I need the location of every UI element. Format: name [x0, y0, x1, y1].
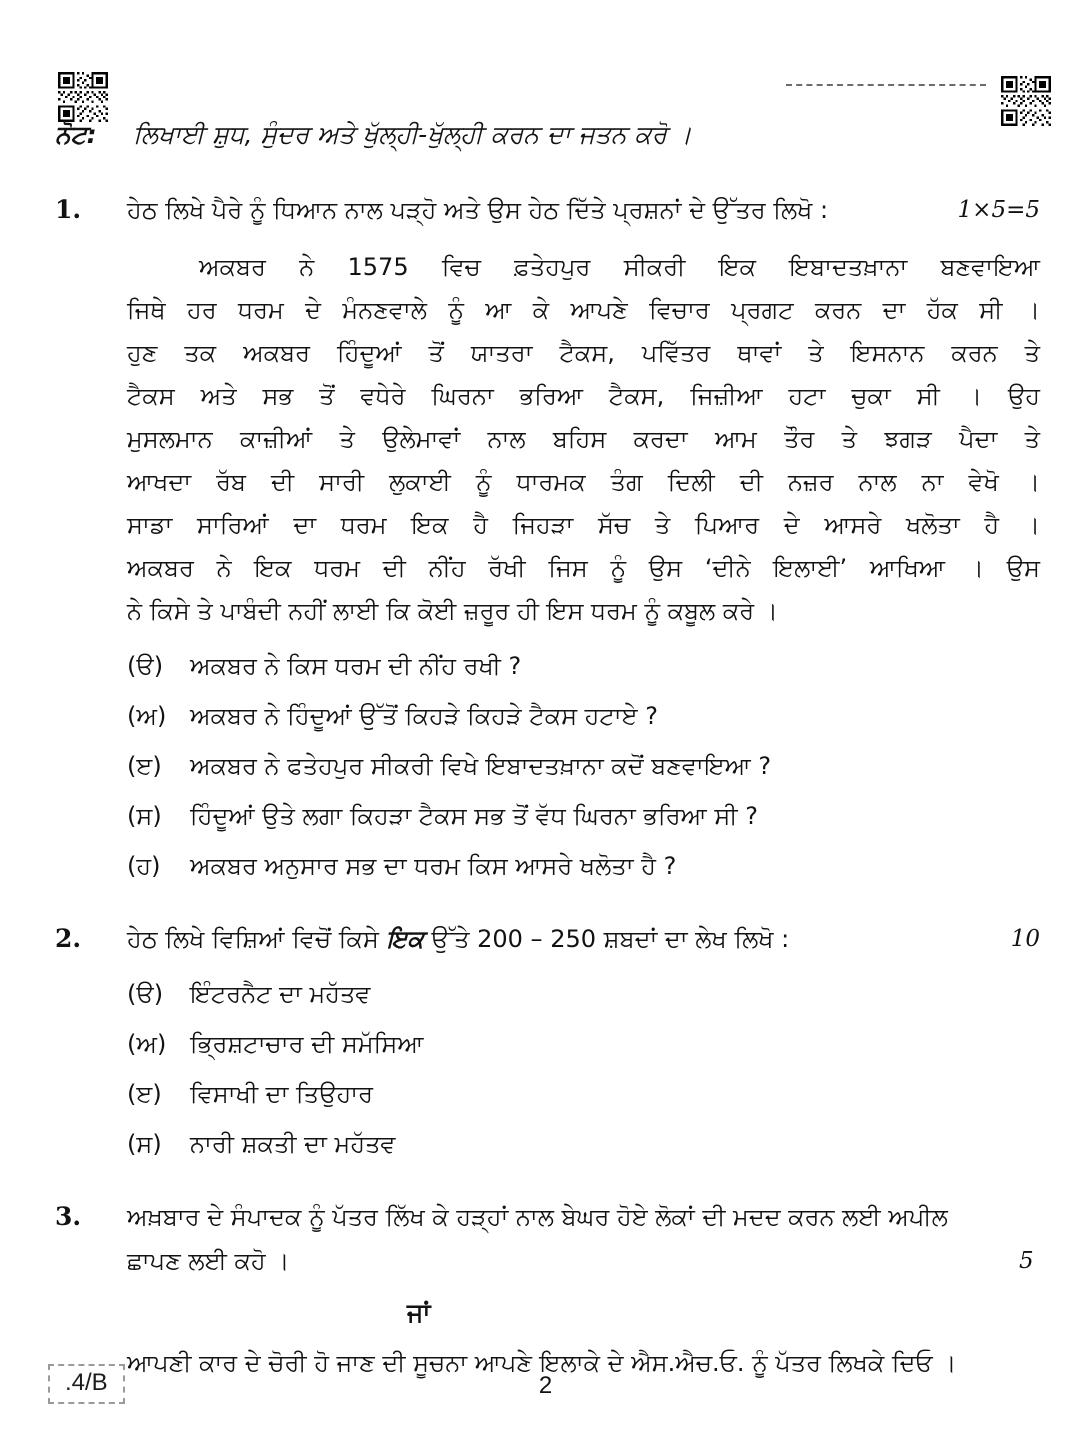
note-label: ਨੋਟ:	[55, 120, 97, 149]
subquestion	[127, 699, 1040, 733]
passage-line: ਟੈਕਸ ਅਤੇ ਸਭ ਤੋਂ ਵਧੇਰੇ ਘਿਰਨਾ ਭਰਿਆ ਟੈਕਸ, ਜਿਜ਼ੀਆ ਹਟਾ ਚੁਕਾ ਸੀ । ਉਹ	[127, 382, 1040, 410]
paper-code: .4/B	[65, 1369, 108, 1396]
question-1-text: ਹੇਠ ਲਿਖੇ ਪੈਰੇ ਨੂੰ ਧਿਆਨ ਨਾਲ ਪੜ੍ਹੋ ਅਤੇ ਉਸ ਹੇਠ ਦਿੱਤੇ ਪ੍ਰਸ਼ਨਾਂ ਦੇ ਉੱਤਰ ਲਿਖੋ :	[127, 196, 829, 224]
question-3-header	[55, 1195, 1040, 1283]
subquestion-text: ਅਕਬਰ ਨੇ ਕਿਸ ਧਰਮ ਦੀ ਨੀਂਹ ਰਖੀ ?	[190, 652, 522, 680]
paper-content	[55, 188, 1040, 1385]
passage-line: ਮੁਸਲਮਾਨ ਕਾਜ਼ੀਆਂ ਤੇ ਉਲੇਮਾਵਾਂ ਨਾਲ ਬਹਿਸ ਕਰਦਾ ਆਮ ਤੌਰ ਤੇ ਝਗੜ ਪੈਦਾ ਤੇ	[127, 425, 1040, 453]
subquestion-text: ਹਿੰਦੂਆਂ ਉਤੇ ਲਗਾ ਕਿਹੜਾ ਟੈਕਸ ਸਭ ਤੋਂ ਵੱਧ ਘਿਰਨਾ ਭਰਿਆ ਸੀ ?	[190, 802, 758, 830]
question-2-header	[55, 917, 1040, 961]
topic-text: ਵਿਸਾਖੀ ਦਾ ਤਿਉਹਾਰ	[190, 1080, 373, 1108]
topic-text: ਨਾਰੀ ਸ਼ਕਤੀ ਦਾ ਮਹੱਤਵ	[190, 1130, 396, 1158]
topic-label: (ਅ)	[127, 1030, 167, 1058]
question-3-alternative: ਆਪਣੀ ਕਾਰ ਦੇ ਚੋਰੀ ਹੋ ਜਾਣ ਦੀ ਸੂਚਨਾ ਆਪਣੇ ਇਲਾਕੇ ਦੇ ਐਸ.ਐਚ.ਓ. ਨੂੰ ਪੱਤਰ ਲਿਖਕੇ ਦਿਓ ।	[127, 1349, 957, 1377]
passage-line: ਸਾਡਾ ਸਾਰਿਆਂ ਦਾ ਧਰਮ ਇਕ ਹੈ ਜਿਹੜਾ ਸੱਚ ਤੇ ਪਿਆਰ ਦੇ ਆਸਰੇ ਖਲੋਤਾ ਹੈ ।	[127, 511, 1040, 539]
essay-topic	[127, 977, 1040, 1011]
question-2-text-end: ਉੱਤੇ 200 – 250 ਸ਼ਬਦਾਂ ਦਾ ਲੇਖ ਲਿਖੋ :	[431, 925, 790, 953]
passage-line: ਹੁਣ ਤਕ ਅਕਬਰ ਹਿੰਦੂਆਂ ਤੋਂ ਯਾਤਰਾ ਟੈਕਸ, ਪਵਿੱਤਰ ਥਾਵਾਂ ਤੇ ਇਸਨਾਨ ਕਰਨ ਤੇ	[127, 339, 1040, 367]
essay-topic	[127, 1077, 1040, 1111]
question-3-number: 3.	[55, 1202, 82, 1231]
topic-label: (ੲ)	[127, 1080, 162, 1108]
qr-code-icon	[58, 72, 108, 122]
question-1-header	[55, 188, 1040, 232]
or-separator: ਜਾਂ	[407, 1298, 431, 1327]
subquestion-text: ਅਕਬਰ ਅਨੁਸਾਰ ਸਭ ਦਾ ਧਰਮ ਕਿਸ ਆਸਰੇ ਖਲੋਤਾ ਹੈ ?	[190, 852, 677, 880]
topic-label: (ਸ)	[127, 1130, 162, 1158]
question-3-marks: 5	[1019, 1248, 1034, 1274]
question-1-subquestions	[127, 649, 1040, 883]
subquestion	[127, 649, 1040, 683]
question-2-bold-word: ਇਕ	[386, 925, 424, 953]
question-2-number: 2.	[55, 924, 82, 953]
question-3-text: ਅਖ਼ਬਾਰ ਦੇ ਸੰਪਾਦਕ ਨੂੰ ਪੱਤਰ ਲਿੱਖ ਕੇ ਹੜ੍ਹਾਂ ਨਾਲ ਬੇਘਰ ਹੋਏ ਲੋਕਾਂ ਦੀ ਮਦਦ ਕਰਨ ਲਈ ਅਪੀਲ ਛਾਪਣ ਲਈ ਕਹੋ ।	[127, 1203, 948, 1275]
question-1-marks: 1×5=5	[957, 197, 1040, 223]
subquestion-text: ਅਕਬਰ ਨੇ ਫਤੇਹਪੁਰ ਸੀਕਰੀ ਵਿਖੇ ਇਬਾਦਤਖ਼ਾਨਾ ਕਦੋਂ ਬਣਵਾਇਆ ?	[190, 752, 772, 780]
subquestion-label: (ੲ)	[127, 752, 162, 780]
passage-line: ਜਿਥੇ ਹਰ ਧਰਮ ਦੇ ਮੰਨਣਵਾਲੇ ਨੂੰ ਆ ਕੇ ਆਪਣੇ ਵਿਚਾਰ ਪ੍ਰਗਟ ਕਰਨ ਦਾ ਹੱਕ ਸੀ ।	[127, 296, 1040, 324]
subquestion	[127, 799, 1040, 833]
passage-line: ਆਖਦਾ ਰੱਬ ਦੀ ਸਾਰੀ ਲੁਕਾਈ ਨੂੰ ਧਾਰਮਕ ਤੰਗ ਦਿਲੀ ਦੀ ਨਜ਼ਰ ਨਾਲ ਨਾ ਵੇਖੋ ।	[127, 468, 1040, 496]
topic-label: (ੳ)	[127, 980, 164, 1008]
subquestion-label: (ਸ)	[127, 802, 162, 830]
subquestion-text: ਅਕਬਰ ਨੇ ਹਿੰਦੂਆਂ ਉੱਤੋਂ ਕਿਹੜੇ ਕਿਹੜੇ ਟੈਕਸ ਹਟਾਏ ?	[190, 702, 658, 730]
essay-topic	[127, 1027, 1040, 1061]
topic-text: ਭ੍ਰਿਸ਼ਟਾਚਾਰ ਦੀ ਸਮੱਸਿਆ	[190, 1030, 424, 1058]
essay-topic	[127, 1127, 1040, 1161]
topic-text: ਇੰਟਰਨੈਟ ਦਾ ਮਹੱਤਵ	[190, 980, 371, 1008]
question-2-text	[127, 917, 999, 961]
passage-line: ਅਕਬਰ ਨੇ ਇਕ ਧਰਮ ਦੀ ਨੀਂਹ ਰੱਖੀ ਜਿਸ ਨੂੰ ਉਸ ‘ਦੀਨੇ ਇਲਾਈ’ ਆਖਿਆ । ਉਸ	[127, 554, 1040, 582]
passage-line: ਨੇ ਕਿਸੇ ਤੇ ਪਾਬੰਦੀ ਨਹੀਂ ਲਾਈ ਕਿ ਕੋਈ ਜ਼ਰੂਰ ਹੀ ਇਸ ਧਰਮ ਨੂੰ ਕਬੂਲ ਕਰੇ ।	[127, 597, 778, 625]
subquestion-label: (ਅ)	[127, 702, 167, 730]
instruction-note	[55, 116, 1040, 154]
dashed-separator	[786, 84, 986, 86]
subquestion-label: (ਹ)	[127, 852, 161, 880]
question-2-topics	[127, 977, 1040, 1161]
subquestion	[127, 849, 1040, 883]
subquestion-label: (ੳ)	[127, 652, 164, 680]
note-text: ਲਿਖਾਈ ਸ਼ੁਧ, ਸੁੰਦਰ ਅਤੇ ਖੁੱਲ੍ਹੀ-ਖੁੱਲ੍ਹੀ ਕਰਨ ਦਾ ਜਤਨ ਕਰੋ ।	[133, 120, 692, 149]
reading-passage	[127, 246, 1040, 633]
passage-line: ਅਕਬਰ ਨੇ 1575 ਵਿਚ ਫ਼ਤੇਹਪੁਰ ਸੀਕਰੀ ਇਕ ਇਬਾਦਤਖ਼ਾਨਾ ਬਣਵਾਇਆ	[199, 253, 1040, 281]
page-number: 2	[538, 1372, 553, 1399]
question-2-marks: 10	[1010, 926, 1040, 952]
question-2-text-start: ਹੇਠ ਲਿਖੇ ਵਿਸ਼ਿਆਂ ਵਿਚੋਂ ਕਿਸੇ	[127, 925, 379, 953]
question-1-number: 1.	[55, 195, 82, 224]
subquestion	[127, 749, 1040, 783]
